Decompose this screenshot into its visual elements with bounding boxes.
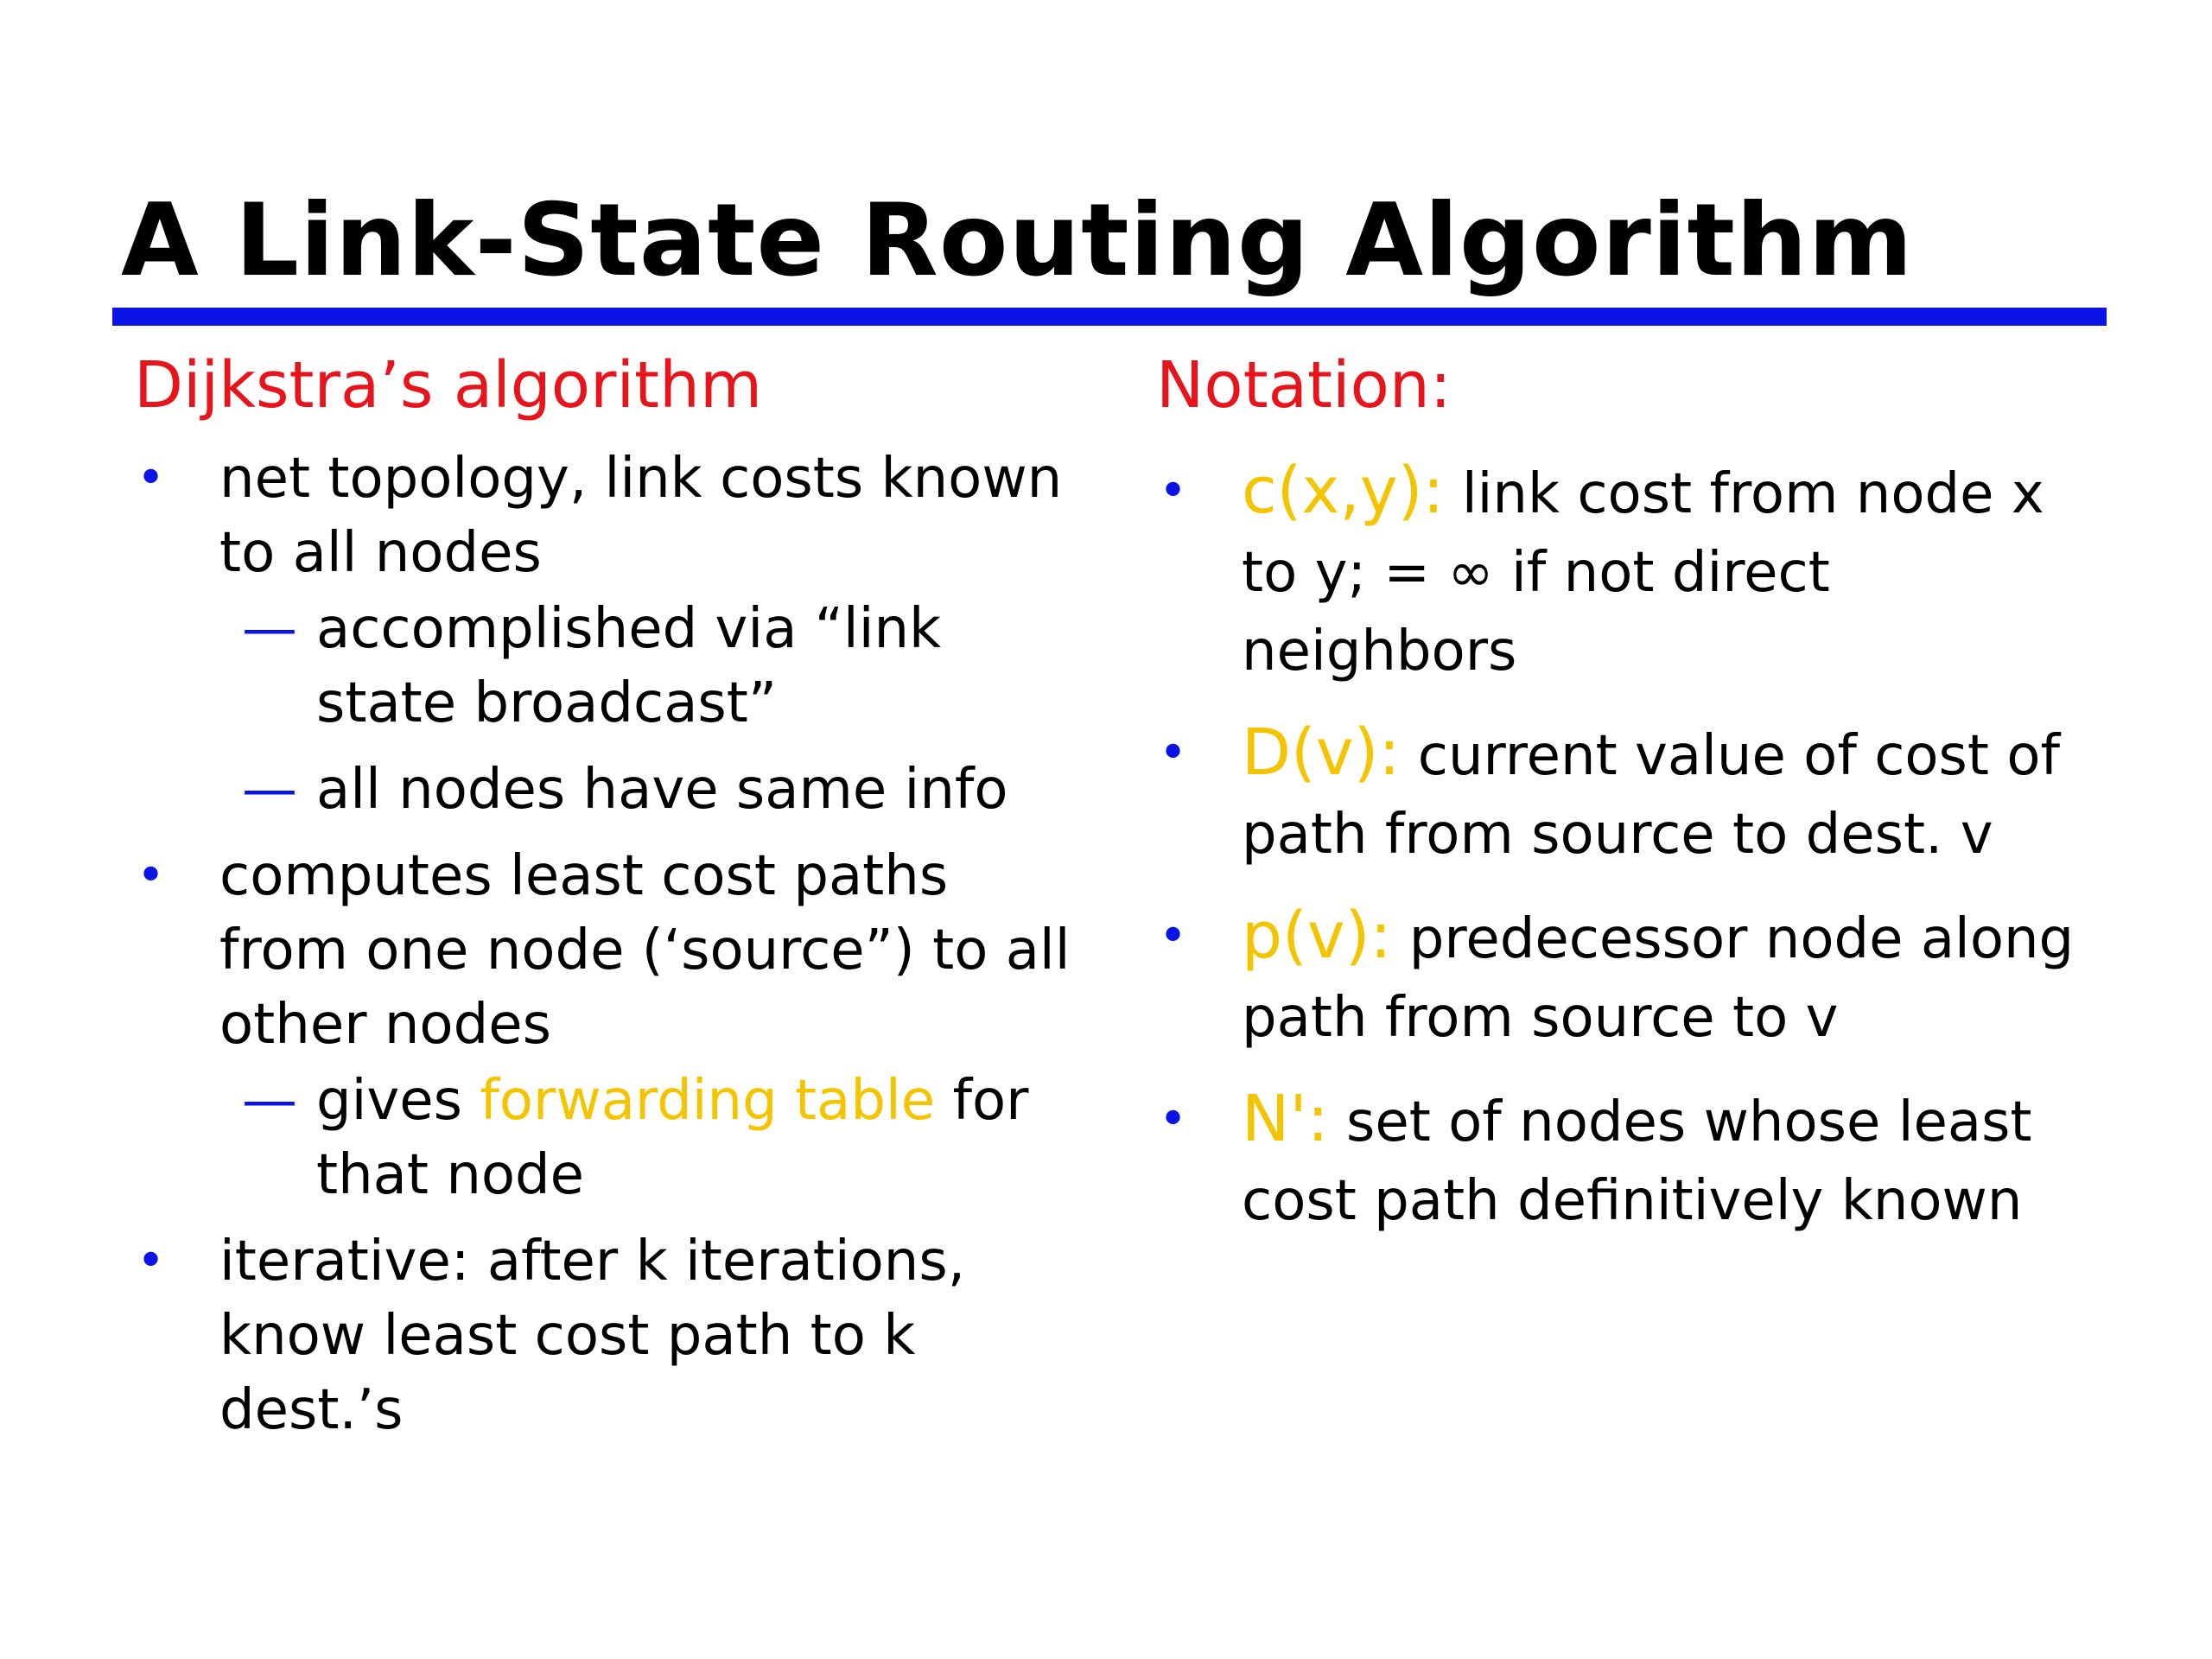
dash-icon: — <box>242 596 297 661</box>
bullet-iterative <box>134 1224 1093 1447</box>
sub-bullet-forwarding <box>134 1064 1093 1212</box>
notation-definition: current value of cost of path from source to dest. v <box>1242 723 2061 867</box>
bullet-dot-icon: • <box>137 1232 166 1289</box>
sub-bullet-broadcast <box>134 592 1093 741</box>
notation-definition: set of nodes whose least cost path definitively known <box>1242 1090 2032 1233</box>
bullet-dot-icon: • <box>137 449 166 506</box>
dijkstra-heading: Dijkstra’s algorithm <box>134 348 763 423</box>
right-column <box>1156 346 2115 1263</box>
sub-bullet-same-info <box>134 753 1093 827</box>
bullet-dot-icon: • <box>1159 724 1188 781</box>
bullet-dot-icon: • <box>137 847 166 904</box>
forwarding-table-highlight: forwarding table <box>480 1068 936 1133</box>
bullet-text: iterative: after k iterations, know least cost path to k dest.’s <box>219 1229 966 1442</box>
notation-term: c(x,y): <box>1242 453 1445 528</box>
notation-node-set <box>1156 1080 2115 1241</box>
notation-definition: predecessor node along path from source to v <box>1242 906 2075 1050</box>
notation-predecessor <box>1156 897 2115 1058</box>
title-underline <box>112 308 2107 326</box>
notation-heading: Notation: <box>1156 348 1452 423</box>
dash-icon: — <box>242 757 297 822</box>
slide-title: A Link-State Routing Algorithm <box>121 182 1914 299</box>
notation-term: N': <box>1242 1081 1329 1156</box>
sub-bullet-text-after: for that node <box>316 1068 1029 1207</box>
bullet-text: net topology, link costs known to all nodes <box>219 446 1063 585</box>
bullet-text: computes least cost paths from one node (‘source”) to all other nodes <box>219 843 1071 1057</box>
sub-bullet-text: accomplished via “link state broadcast” <box>316 596 942 735</box>
bullet-dot-icon: • <box>1159 1090 1188 1147</box>
notation-link-cost <box>1156 452 2115 691</box>
notation-current-cost <box>1156 714 2115 874</box>
dash-icon: — <box>242 1068 297 1133</box>
sub-bullet-text-before: gives <box>316 1068 480 1133</box>
left-column <box>134 346 1093 1459</box>
notation-definition: link cost from node x to y; = ∞ if not direct neighbors <box>1242 461 2044 683</box>
notation-term: D(v): <box>1242 715 1401 790</box>
bullet-dot-icon: • <box>1159 907 1188 964</box>
notation-term: p(v): <box>1242 898 1392 973</box>
sub-bullet-text: all nodes have same info <box>316 757 1008 822</box>
bullet-topology <box>134 442 1093 827</box>
bullet-least-cost <box>134 839 1093 1212</box>
bullet-dot-icon: • <box>1159 462 1188 519</box>
